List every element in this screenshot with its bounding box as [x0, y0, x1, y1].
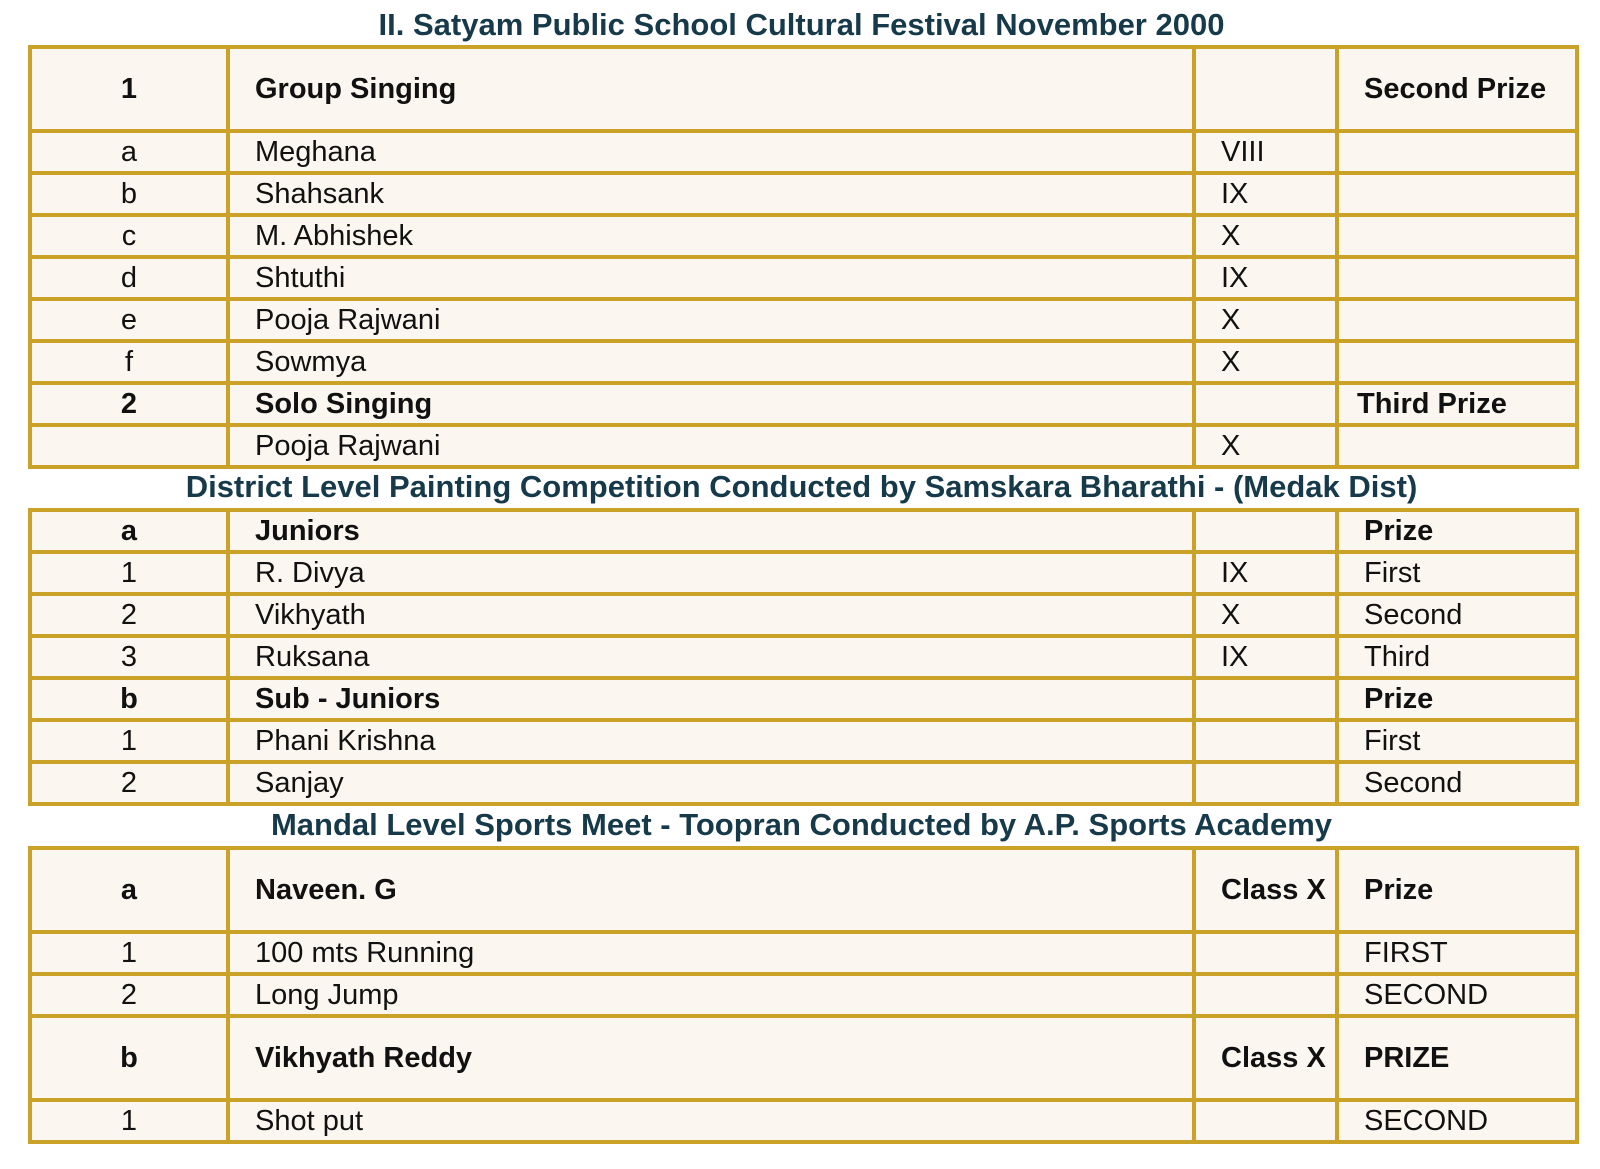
table-row — [30, 1100, 1577, 1142]
participant-name: R. Divya — [228, 552, 1194, 594]
table-row — [30, 848, 1577, 932]
prize-cell: First — [1337, 552, 1577, 594]
sports-meet-table — [28, 846, 1579, 1144]
row-index: 1 — [30, 1100, 228, 1142]
table-row — [30, 131, 1577, 173]
event-name: Group Singing — [228, 47, 1194, 131]
event-name: Solo Singing — [228, 383, 1194, 425]
prize-cell: FIRST — [1337, 932, 1577, 974]
row-index: 3 — [30, 636, 228, 678]
section-title-painting-competition: District Level Painting Competition Conducted by Samskara Bharathi - (Medak Dist) — [185, 469, 1418, 504]
row-index: 2 — [30, 974, 228, 1016]
event-name: Long Jump — [228, 974, 1194, 1016]
class-cell — [1194, 383, 1337, 425]
row-index: 2 — [30, 762, 228, 804]
event-name: Shot put — [228, 1100, 1194, 1142]
prize-cell: SECOND — [1337, 974, 1577, 1016]
class-cell: IX — [1194, 257, 1337, 299]
class-cell: X — [1194, 425, 1337, 467]
class-cell: IX — [1194, 173, 1337, 215]
class-cell — [1194, 1100, 1337, 1142]
table-row — [30, 510, 1577, 552]
class-cell: IX — [1194, 552, 1337, 594]
participant-name: Phani Krishna — [228, 720, 1194, 762]
participant-name: Naveen. G — [228, 848, 1194, 932]
row-index: f — [30, 341, 228, 383]
table-row — [30, 678, 1577, 720]
class-cell — [1194, 932, 1337, 974]
participant-name: Shtuthi — [228, 257, 1194, 299]
participant-name: Meghana — [228, 131, 1194, 173]
participant-name: Vikhyath Reddy — [228, 1016, 1194, 1100]
class-cell — [1194, 974, 1337, 1016]
cultural-festival-table — [28, 45, 1579, 469]
table-row — [30, 932, 1577, 974]
section-title-sports-meet: Mandal Level Sports Meet - Toopran Conducted by A.P. Sports Academy — [270, 807, 1333, 842]
prize-cell: Second Prize — [1337, 47, 1577, 131]
prize-cell: Prize — [1337, 848, 1577, 932]
class-cell: X — [1194, 215, 1337, 257]
participant-name: Ruksana — [228, 636, 1194, 678]
prize-cell — [1337, 131, 1577, 173]
prize-cell — [1337, 341, 1577, 383]
prize-cell — [1337, 299, 1577, 341]
table-row — [30, 552, 1577, 594]
prize-cell — [1337, 173, 1577, 215]
category-name: Juniors — [228, 510, 1194, 552]
participant-name: Sowmya — [228, 341, 1194, 383]
painting-competition-table — [28, 508, 1579, 806]
table-row — [30, 720, 1577, 762]
row-index — [30, 425, 228, 467]
prize-cell: Second — [1337, 594, 1577, 636]
prize-cell: Second — [1337, 762, 1577, 804]
row-index: 1 — [30, 720, 228, 762]
participant-name: M. Abhishek — [228, 215, 1194, 257]
class-cell: X — [1194, 341, 1337, 383]
participant-name: Sanjay — [228, 762, 1194, 804]
class-cell: VIII — [1194, 131, 1337, 173]
class-cell: IX — [1194, 636, 1337, 678]
class-cell — [1194, 47, 1337, 131]
class-cell: X — [1194, 594, 1337, 636]
prize-cell: First — [1337, 720, 1577, 762]
class-cell: Class X — [1194, 848, 1337, 932]
prize-cell: SECOND — [1337, 1100, 1577, 1142]
table-row — [30, 425, 1577, 467]
table-row — [30, 594, 1577, 636]
section-title-cultural-festival: II. Satyam Public School Cultural Festival November 2000 — [378, 7, 1225, 42]
table-row — [30, 1016, 1577, 1100]
prize-cell: Prize — [1337, 678, 1577, 720]
row-index: b — [30, 173, 228, 215]
table-row — [30, 173, 1577, 215]
participant-name: Shahsank — [228, 173, 1194, 215]
participant-name: Vikhyath — [228, 594, 1194, 636]
row-index: a — [30, 848, 228, 932]
table-row — [30, 341, 1577, 383]
row-index: 2 — [30, 594, 228, 636]
table-row — [30, 215, 1577, 257]
event-name: 100 mts Running — [228, 932, 1194, 974]
table-row — [30, 383, 1577, 425]
row-index: c — [30, 215, 228, 257]
class-cell — [1194, 510, 1337, 552]
prize-cell: Prize — [1337, 510, 1577, 552]
row-index: a — [30, 510, 228, 552]
table-row — [30, 299, 1577, 341]
prize-cell: Third — [1337, 636, 1577, 678]
category-name: Sub - Juniors — [228, 678, 1194, 720]
class-cell — [1194, 678, 1337, 720]
table-row — [30, 762, 1577, 804]
class-cell: Class X — [1194, 1016, 1337, 1100]
row-index: 1 — [30, 552, 228, 594]
row-index: b — [30, 678, 228, 720]
class-cell — [1194, 762, 1337, 804]
row-index: 2 — [30, 383, 228, 425]
class-cell — [1194, 720, 1337, 762]
table-row — [30, 47, 1577, 131]
row-index: 1 — [30, 932, 228, 974]
row-index: a — [30, 131, 228, 173]
row-index: b — [30, 1016, 228, 1100]
row-index: e — [30, 299, 228, 341]
row-index: 1 — [30, 47, 228, 131]
prize-cell — [1337, 257, 1577, 299]
prize-cell — [1337, 215, 1577, 257]
table-row — [30, 974, 1577, 1016]
table-row — [30, 257, 1577, 299]
class-cell: X — [1194, 299, 1337, 341]
participant-name: Pooja Rajwani — [228, 299, 1194, 341]
table-row — [30, 636, 1577, 678]
prize-cell: PRIZE — [1337, 1016, 1577, 1100]
row-index: d — [30, 257, 228, 299]
prize-cell — [1337, 425, 1577, 467]
prize-cell: Third Prize — [1337, 383, 1577, 425]
participant-name: Pooja Rajwani — [228, 425, 1194, 467]
